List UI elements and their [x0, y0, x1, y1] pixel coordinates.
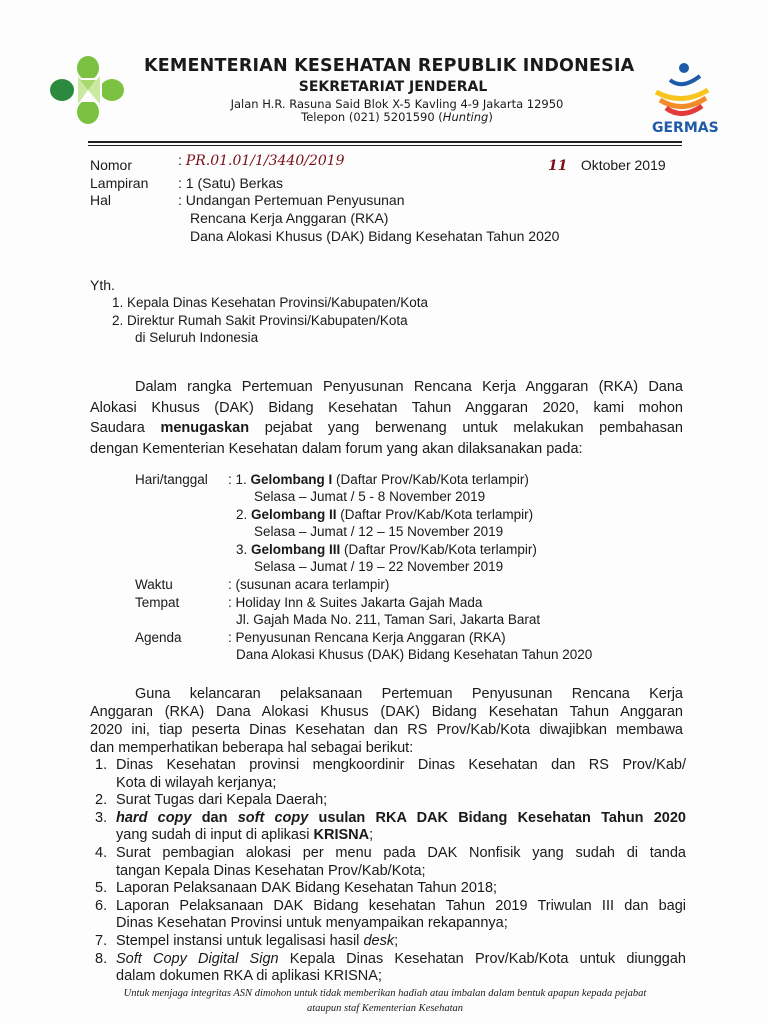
wave-1-dates: Selasa – Jumat / 5 - 8 November 2019: [254, 489, 486, 504]
germas-label: GERMAS: [652, 120, 719, 136]
lampiran-label: Lampiran: [90, 175, 149, 191]
header-rule: [88, 141, 682, 143]
guna-paragraph: Guna kelancaran pelaksanaan Pertemuan Penyusunan Rencana Kerja Anggaran (RKA) Dana Alokasi Khusus (DAK) Bidang Kesehatan Tahun Anggaran 2020 ini, tiap peserta Dinas Kesehatan dan RS Prov/Kab/Kota diwajibkan membawa dan memperhatikan beberapa hal sebagai berikut:: [90, 686, 683, 756]
hal-label: Hal: [90, 192, 112, 208]
agenda-value: : Penyusunan Rencana Kerja Anggaran (RKA): [228, 630, 506, 645]
wave-3-dates: Selasa – Jumat / 19 – 22 November 2019: [254, 559, 504, 574]
letter-date: 11 Oktober 2019: [548, 157, 666, 174]
hal-line-3: Dana Alokasi Khusus (DAK) Bidang Kesehatan Tahun 2020: [190, 228, 560, 244]
address: Jalan H.R. Rasuna Said Blok X-5 Kavling 4-9 Jakarta 12950: [230, 97, 564, 111]
agenda-label: Agenda: [135, 630, 182, 645]
wave-1: : 1. Gelombang I (Daftar Prov/Kab/Kota terlampir): [228, 472, 529, 487]
wave-3: 3. Gelombang III (Daftar Prov/Kab/Kota terlampir): [236, 542, 537, 557]
waktu-value: : (susunan acara terlampir): [228, 577, 390, 592]
list-item: 8. Soft Copy Digital Sign Kepala Dinas Kesehatan Prov/Kab/Kota untuk diunggah dalam dokumen RKA di aplikasi KRISNA;: [95, 950, 686, 985]
list-item: 1. Dinas Kesehatan provinsi mengkoordinir Dinas Kesehatan dan RS Prov/Kab/ Kota di wilayah kerjanya;: [95, 757, 686, 791]
wave-2: 2. Gelombang II (Daftar Prov/Kab/Kota terlampir): [236, 507, 534, 522]
lampiran-value: : 1 (Satu) Berkas: [178, 175, 284, 191]
phone: Telepon (021) 5201590 (Hunting): [301, 110, 493, 124]
agenda-line-2: Dana Alokasi Khusus (DAK) Bidang Kesehatan Tahun 2020: [236, 647, 593, 662]
list-item: 2. Surat Tugas dari Kepala Daerah;: [95, 792, 328, 809]
waktu-label: Waktu: [135, 577, 173, 592]
list-item: 4. Surat pembagian alokasi per menu pada DAK Nonfisik yang sudah di tanda tangan Kepala Dinas Kesehatan Prov/Kab/Kota;: [95, 844, 686, 879]
intro-paragraph: Dalam rangka Pertemuan Penyusunan Rencana Kerja Anggaran (RKA) Dana Alokasi Khusus (DAK) Bidang Kesehatan Tahun Anggaran 2020, kami mohon Saudara menugaskan pejabat yang berwenang untuk melakukan pembahasan dengan Kementerian Kesehatan dalam forum yang akan dilaksanakan pada:: [90, 379, 683, 457]
tempat-address: Jl. Gajah Mada No. 211, Taman Sari, Jakarta Barat: [236, 612, 541, 627]
recipient-location: di Seluruh Indonesia: [135, 330, 259, 345]
recipient-1: 1. Kepala Dinas Kesehatan Provinsi/Kabupaten/Kota: [112, 295, 428, 310]
list-item: 3. hard copy dan soft copy usulan RKA DAK Bidang Kesehatan Tahun 2020 yang sudah di input di aplikasi KRISNA;: [95, 809, 687, 844]
ministry-name: KEMENTERIAN KESEHATAN REPUBLIK INDONESIA: [144, 56, 635, 76]
list-item: 6. Laporan Pelaksanaan DAK Bidang kesehatan Tahun 2019 Triwulan III dan bagi Dinas Kesehatan Provinsi untuk menyampaikan rekapannya;: [95, 897, 686, 932]
hari-label: Hari/tanggal: [135, 472, 208, 487]
hal-line-2: Rencana Kerja Anggaran (RKA): [190, 210, 389, 226]
wave-2-dates: Selasa – Jumat / 12 – 15 November 2019: [254, 524, 504, 539]
header-rule-thin: [88, 145, 682, 146]
list-item: 5. Laporan Pelaksanaan DAK Bidang Kesehatan Tahun 2018;: [95, 880, 498, 897]
nomor-value: : PR.01.01/1/3440/2019: [178, 152, 345, 169]
nomor-label: Nomor: [90, 157, 133, 173]
tempat-label: Tempat: [135, 595, 180, 610]
requirements-list: [90, 757, 686, 986]
hal-line-1: : Undangan Pertemuan Penyusunan: [178, 192, 405, 208]
list-item: 7. Stempel instansi untuk legalisasi hasil desk;: [95, 932, 399, 949]
recipient-2: 2. Direktur Rumah Sakit Provinsi/Kabupaten/Kota: [112, 313, 408, 328]
integrity-footer: Untuk menjaga integritas ASN dimohon untuk tidak memberikan hadiah atau imbalan dalam bentuk apapun kepada pejabat ataupun staf Kementerian Kesehatan: [123, 988, 647, 1014]
yth: Yth.: [90, 277, 115, 293]
tempat-value: : Holiday Inn & Suites Jakarta Gajah Mada: [228, 595, 483, 610]
unit-name: SEKRETARIAT JENDERAL: [298, 79, 488, 95]
